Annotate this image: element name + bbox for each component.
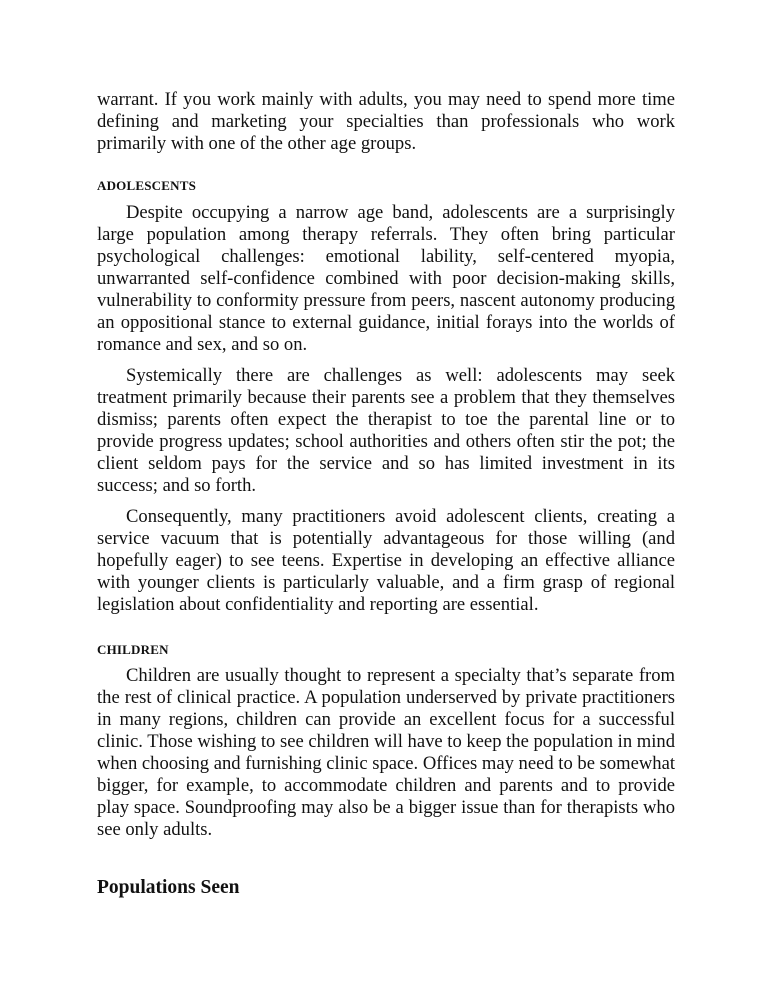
- document-page: [97, 89, 675, 900]
- intro-paragraph: warrant. If you work mainly with adults, you may need to spend more time defining and marketing your specialties than professionals who work primarily with one of the other age groups.: [97, 89, 675, 154]
- children-heading: CHILDREN: [97, 642, 169, 657]
- adolescents-paragraph-3: Consequently, many practitioners avoid adolescent clients, creating a service vacuum that is potentially advantageous for those willing (and hopefully eager) to see teens. Expertise in developing an effective alliance with younger clients is particularly valuable, and a firm grasp of regional legislation about confidentiality and reporting are essential.: [97, 506, 675, 615]
- populations-seen-heading: Populations Seen: [97, 877, 240, 898]
- adolescents-paragraph-2: Systemically there are challenges as well: adolescents may seek treatment primarily because their parents see a problem that they themselves dismiss; parents often expect the therapist to toe the parental line or to provide progress updates; school authorities and others often stir the pot; the client seldom pays for the service and so has limited investment in its success; and so forth.: [97, 365, 675, 496]
- adolescents-paragraph-1: Despite occupying a narrow age band, adolescents are a surprisingly large population among therapy referrals. They often bring particular psychological challenges: emotional lability, self-centered myopia, unwarranted self-confidence combined with poor decision-making skills, vulnerability to conformity pressure from peers, nascent autonomy producing an oppositional stance to external guidance, initial forays into the worlds of romance and sex, and so on.: [97, 202, 675, 355]
- adolescents-heading: ADOLESCENTS: [97, 178, 197, 193]
- children-paragraph-1: Children are usually thought to represent a specialty that’s separate from the rest of clinical practice. A population underserved by private practitioners in many regions, children can provide an excellent focus for a successful clinic. Those wishing to see children will have to keep the population in mind when choosing and furnishing clinic space. Offices may need to be somewhat bigger, for example, to accommodate children and parents and to provide play space. Soundproofing may also be a bigger issue than for therapists who see only adults.: [97, 665, 676, 840]
